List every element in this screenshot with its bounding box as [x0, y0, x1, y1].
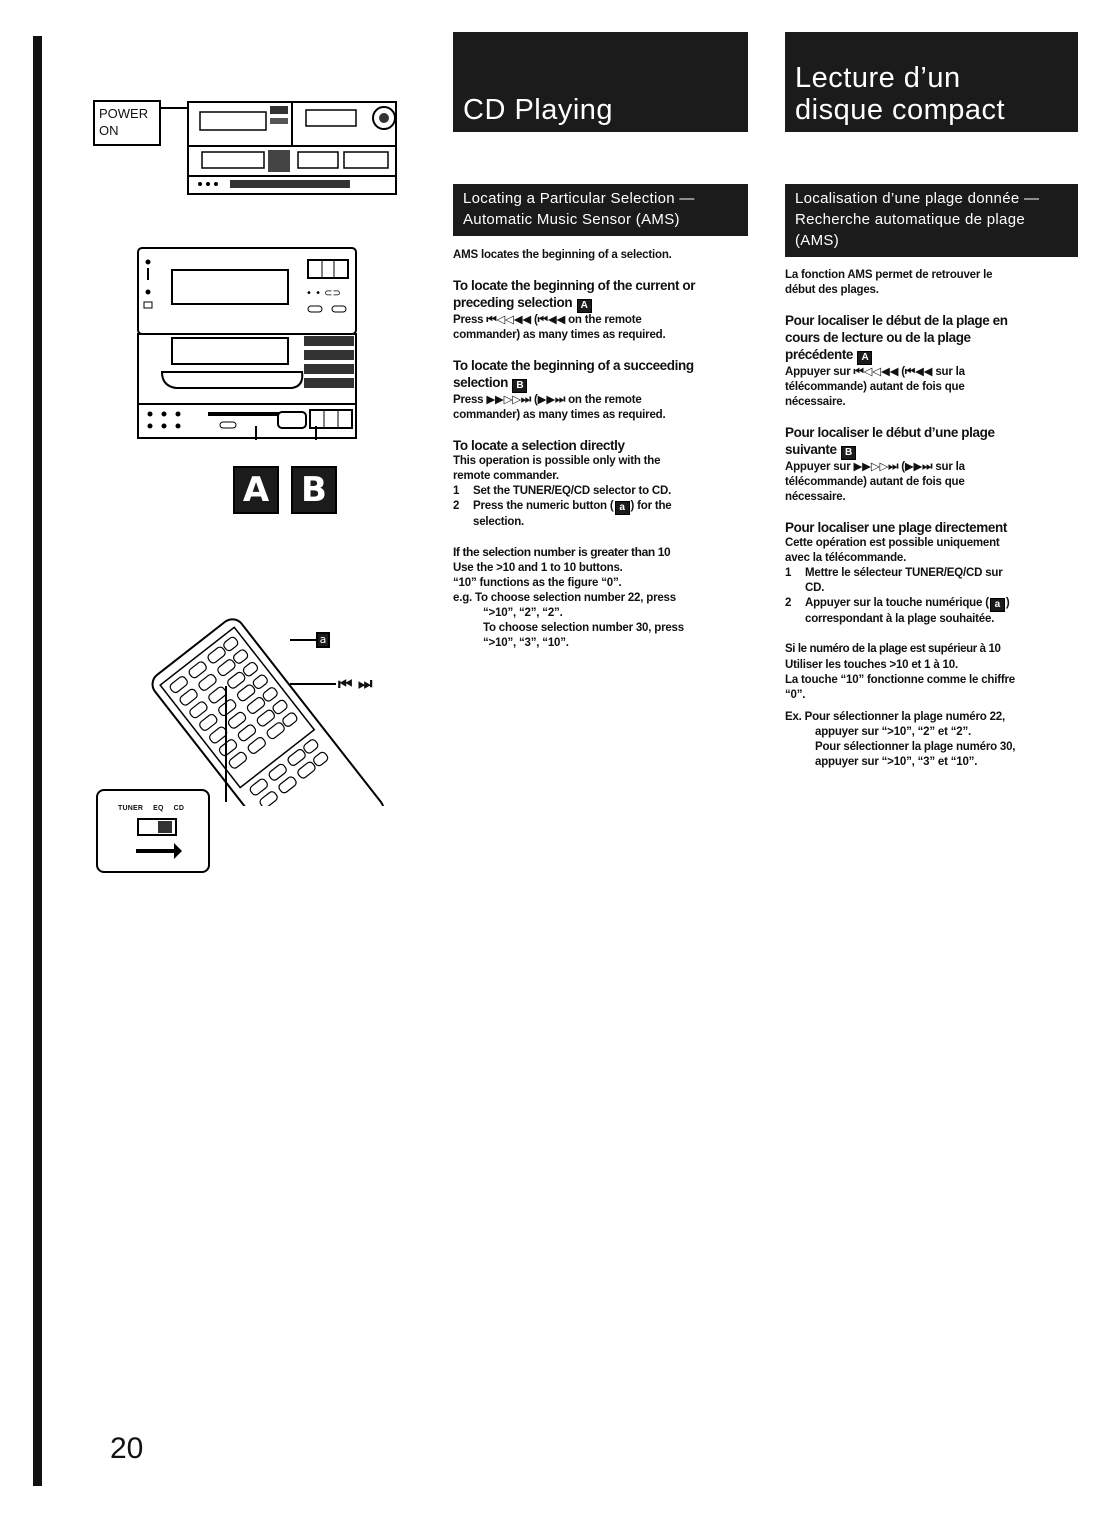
- heading-direct: Pour localiser une plage directement: [785, 520, 1007, 535]
- english-body: [453, 248, 748, 651]
- heading-current: To locate the beginning of the current or preceding selection A: [453, 278, 696, 311]
- paragraph-current: Appuyer sur ⏮◁◁◀◀ (⏮◀◀ sur la télécommande) autant de fois que nécessaire.: [785, 366, 965, 408]
- power-label: POWER: [99, 106, 149, 121]
- heading-direct: To locate a selection directly: [453, 438, 625, 453]
- label-small-a: a: [316, 632, 330, 648]
- heading-greater: If the selection number is greater than 10: [453, 545, 671, 559]
- label-a: A: [233, 466, 279, 514]
- step-2: 2 Appuyer sur la touche numérique ( a ) correspondant à la plage souhaitée.: [785, 597, 1010, 625]
- heading-next: Pour localiser le début d’une plage suivante B: [785, 425, 995, 458]
- selector-labels: [118, 805, 184, 812]
- heading-next: To locate the beginning of a succeeding selection B: [453, 358, 694, 391]
- skip-buttons-label: ⏮ ⏭: [338, 674, 373, 693]
- heading-greater: Si le numéro de la plage est supérieur à 10: [785, 643, 1001, 655]
- paragraph-current: Press ⏮◁◁◀◀ (⏮◀◀ on the remote commander) as many times as required.: [453, 314, 666, 341]
- paragraph-next: Appuyer sur ▶▶▷▷⏭ (▶▶⏭ sur la télécommande) autant de fois que nécessaire.: [785, 461, 965, 503]
- example-text: e.g. To choose selection number 22, press “>10”, “2”, “2”. To choose selection number 30, press “>10”, “3”, “10”.: [453, 592, 684, 649]
- selector-label-eq: EQ: [153, 805, 164, 812]
- example-text: Ex. Pour sélectionner la plage numéro 22, appuyer sur “>10”, “2” et “2”. Pour sélectionner la plage numéro 30, appuyer sur “>10”, “3” et “10”.: [785, 711, 1016, 768]
- step-2: 2 Press the numeric button ( a ) for the selection.: [453, 500, 672, 528]
- page-number: 20: [110, 1432, 144, 1465]
- french-body: [785, 268, 1078, 770]
- step-1: 1 Set the TUNER/EQ/CD selector to CD.: [453, 485, 672, 497]
- badge-small-a: a: [615, 501, 630, 515]
- selector-switch-icon: [134, 817, 182, 863]
- selector-label-tuner: TUNER: [118, 805, 144, 812]
- badge-b: B: [512, 379, 527, 393]
- paragraph-direct: Cette opération est possible uniquement avec la télécommande.: [785, 537, 1000, 564]
- badge-small-a: a: [990, 598, 1005, 612]
- intro-text: La fonction AMS permet de retrouver le début des plages.: [785, 269, 993, 296]
- paragraph-direct: This operation is possible only with the remote commander.: [453, 455, 661, 482]
- paragraph-next: Press ▶▶▷▷⏭ (▶▶⏭ on the remote commander) as many times as required.: [453, 394, 666, 421]
- remote-commander-illustration: [140, 586, 410, 806]
- page-title-english: CD Playing: [453, 32, 748, 132]
- badge-a: A: [577, 299, 592, 313]
- intro-text: AMS locates the beginning of a selection.: [453, 249, 672, 261]
- step-1: 1 Mettre le sélecteur TUNER/EQ/CD sur CD.: [785, 567, 1003, 594]
- label-b: B: [291, 466, 337, 514]
- stereo-system-front-illustration: [160, 96, 400, 200]
- page-margin-bar: [33, 36, 42, 1486]
- selector-label-cd: CD: [173, 805, 185, 812]
- power-on-callout: [93, 100, 161, 146]
- on-label: ON: [99, 123, 119, 138]
- section-title-english: Locating a Particular Selection — Automatic Music Sensor (AMS): [453, 184, 748, 236]
- badge-b: B: [841, 446, 856, 460]
- paragraph-greater: Utiliser les touches >10 et 1 à 10. La touche “10” fonctionne comme le chiffre “0”.: [785, 659, 1015, 701]
- selector-callout: [96, 789, 210, 873]
- heading-current: Pour localiser le début de la plage en cours de lecture ou de la plage précédente A: [785, 313, 1008, 363]
- section-title-french: Localisation d’une plage donnée — Recherche automatique de plage (AMS): [785, 184, 1078, 257]
- paragraph-greater: Use the >10 and 1 to 10 buttons. “10” functions as the figure “0”.: [453, 562, 623, 589]
- cd-player-front-illustration: [136, 240, 360, 440]
- page-title-french: Lecture d’un disque compact: [785, 32, 1078, 132]
- badge-a: A: [857, 351, 872, 365]
- svg-text:• • ⊂⊃: • • ⊂⊃: [306, 288, 341, 299]
